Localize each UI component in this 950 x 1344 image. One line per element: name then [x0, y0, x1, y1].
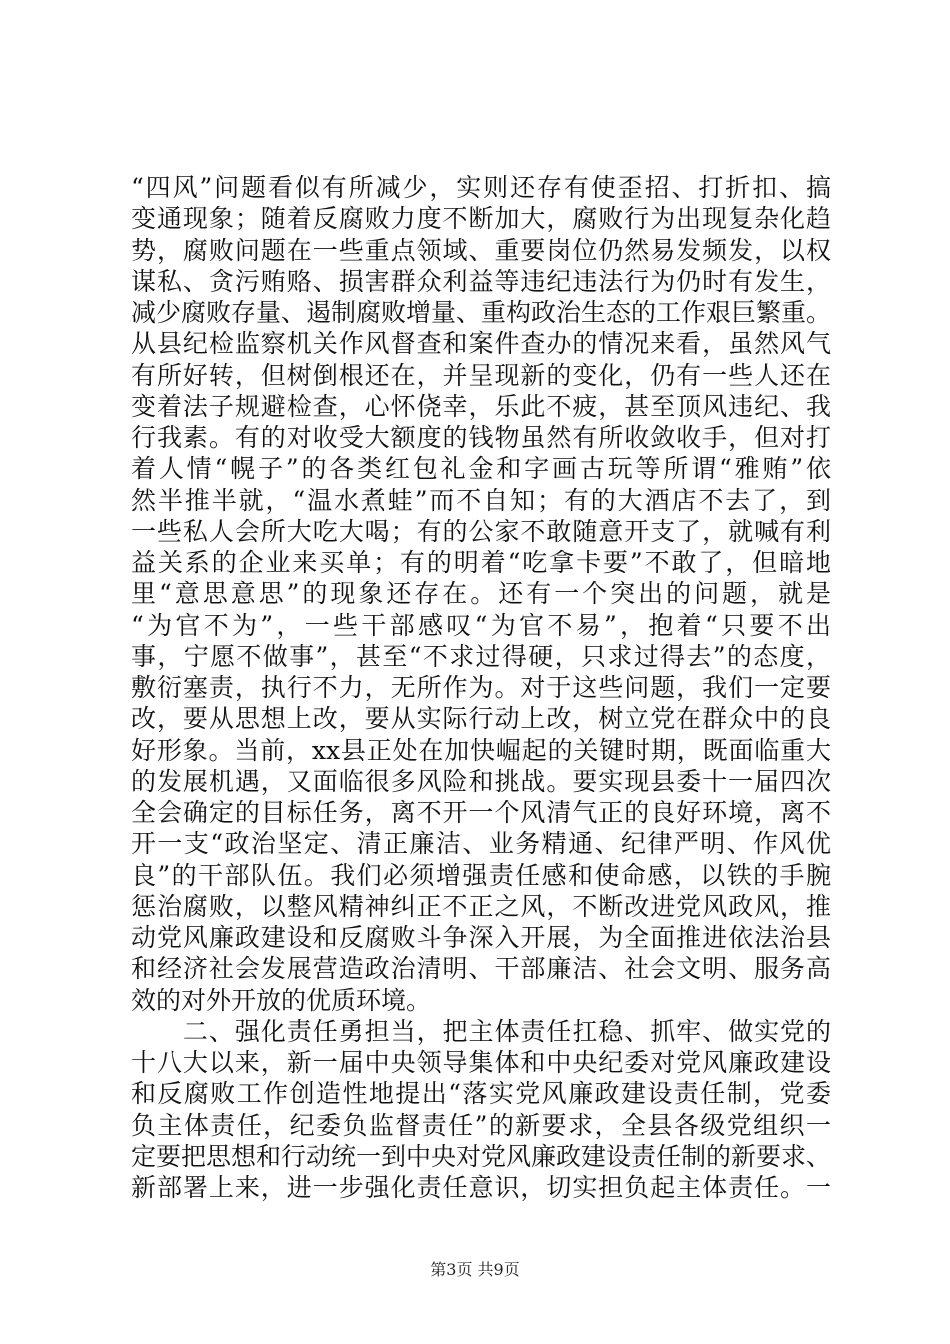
- text-line: 事，宁愿不做事”，甚至“不求过得硬，只求过得去”的态度，: [131, 641, 831, 671]
- text-line: 着人情“幌子”的各类红包礼金和字画古玩等所谓“雅贿”依: [131, 454, 831, 484]
- text-line: 和经济社会发展营造政治清明、干部廉洁、社会文明、服务高: [131, 954, 831, 984]
- text-line: 新部署上来，进一步强化责任意识，切实担负起主体责任。一: [131, 1173, 831, 1202]
- text-line: 动党风廉政建设和反腐败斗争深入开展，为全面推进依法治县: [131, 923, 831, 952]
- text-line: 变通现象；随着反腐败力度不断加大，腐败行为出现复杂化趋: [131, 204, 831, 234]
- text-line: 的发展机遇，又面临很多风险和挑战。要实现县委十一届四次: [131, 766, 831, 796]
- text-line: 减少腐败存量、遏制腐败增量、重构政治生态的工作艰巨繁重。: [131, 298, 832, 327]
- text-line: 惩治腐败，以整风精神纠正不正之风，不断改进党风政风，推: [131, 891, 831, 921]
- text-line: 益关系的企业来买单；有的明着“吃拿卡要”不敢了，但暗地: [131, 548, 831, 577]
- text-line: 好形象。当前，xx县正处在加快崛起的关键时期，既面临重大: [131, 735, 831, 765]
- paragraph-end-line: 效的对外开放的优质环境。: [131, 985, 432, 1015]
- text-line: 十八大以来，新一届中央领导集体和中央纪委对党风廉政建设: [131, 1048, 831, 1077]
- text-line: 有所好转，但树倒根还在，并呈现新的变化，仍有一些人还在: [131, 360, 831, 390]
- page-footer: 第3页 共9页: [430, 1260, 520, 1279]
- text-line: 变着法子规避检查，心怀侥幸，乐此不疲，甚至顶风违纪、我: [131, 391, 831, 421]
- text-line: 和反腐败工作创造性地提出“落实党风廉政建设责任制，党委: [131, 1079, 831, 1109]
- text-line: 一些私人会所大吃大喝；有的公家不敢随意开支了，就喊有利: [131, 516, 831, 546]
- text-line: 开一支“政治坚定、清正廉洁、业务精通、纪律严明、作风优: [131, 829, 831, 859]
- text-line: 改，要从思想上改，要从实际行动上改，树立党在群众中的良: [131, 704, 831, 734]
- text-line: “四风”问题看似有所减少，实则还存有使歪招、打折扣、搞: [131, 173, 831, 202]
- text-line: 势，腐败问题在一些重点领域、重要岗位仍然易发频发，以权: [131, 235, 831, 265]
- text-line: 行我素。有的对收受大额度的钱物虽然有所收敛收手，但对打: [131, 423, 831, 452]
- text-line: 从县纪检监察机关作风督查和案件查办的情况来看，虽然风气: [131, 329, 831, 359]
- text-line: “为官不为”，一些干部感叹“为官不易”，抱着“只要不出: [131, 610, 831, 640]
- text-line: 敷衍塞责，执行不力，无所作为。对于这些问题，我们一定要: [131, 673, 831, 702]
- section-heading-line: 二、强化责任勇担当，把主体责任扛稳、抓牢、做实党的: [131, 1016, 831, 1046]
- document-body: [131, 172, 831, 1203]
- text-line: 全会确定的目标任务，离不开一个风清气正的良好环境，离不: [131, 798, 831, 827]
- text-line: 然半推半就，“温水煮蛙”而不自知；有的大酒店不去了，到: [131, 485, 831, 515]
- text-line: 里“意思意思”的现象还存在。还有一个突出的问题，就是: [131, 579, 831, 609]
- text-line: 良”的干部队伍。我们必须增强责任感和使命感，以铁的手腕: [131, 860, 831, 890]
- text-line: 谋私、贪污贿赂、损害群众利益等违纪违法行为仍时有发生，: [131, 266, 831, 296]
- text-line: 定要把思想和行动统一到中央对党风廉政建设责任制的新要求、: [131, 1141, 832, 1171]
- text-line: 负主体责任，纪委负监督责任”的新要求，全县各级党组织一: [131, 1110, 831, 1140]
